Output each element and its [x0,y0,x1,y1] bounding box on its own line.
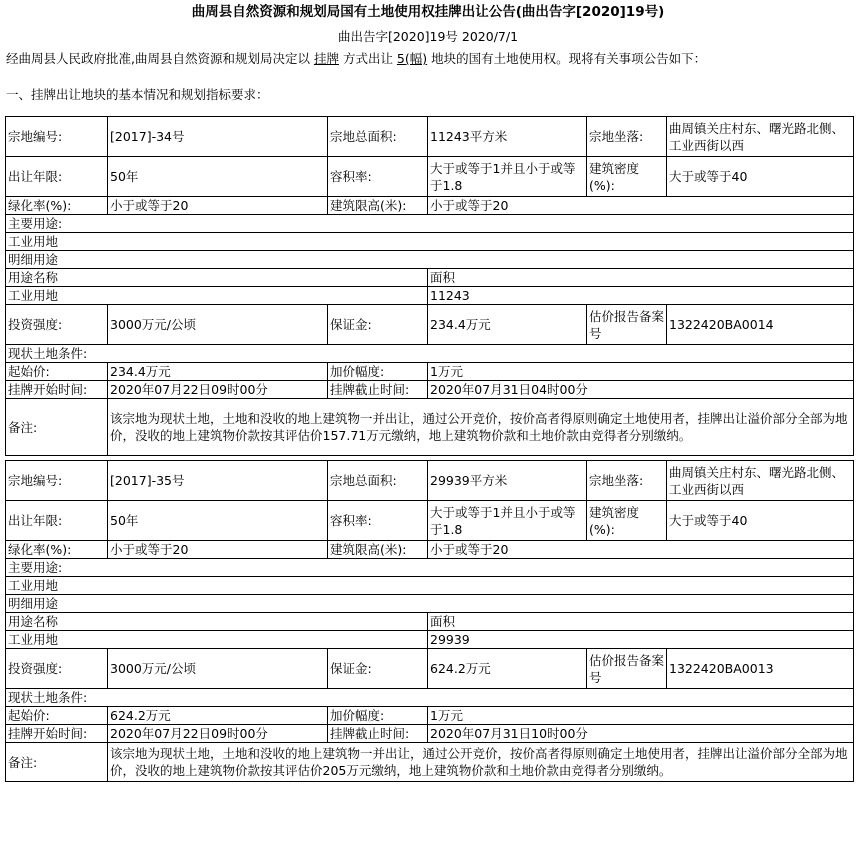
value-main-use: 工业用地 [6,577,854,595]
notice-subtitle: 曲出告字[2020]19号 2020/7/1 [337,29,519,44]
label-condition: 现状土地条件: [6,689,854,707]
value-end-time: 2020年07月31日04时00分 [428,381,854,399]
value-increment: 1万元 [428,363,854,381]
label-deposit: 保证金: [328,649,428,689]
intro-middle: 方式出让 [338,51,397,66]
label-green: 绿化率(%): [6,541,108,559]
table-row [6,689,854,707]
value-start-price: 234.4万元 [108,363,328,381]
label-deposit: 保证金: [328,305,428,345]
intro-before: 经曲周县人民政府批准,曲周县自然资源和规划局决定以 [6,51,314,66]
label-green: 绿化率(%): [6,197,108,215]
value-green: 小于或等于20 [108,197,328,215]
table-row [6,725,854,743]
value-parcel-no: [2017]-35号 [108,461,328,501]
label-location: 宗地坐落: [587,461,667,501]
label-appraisal: 估价报告备案号 [587,649,667,689]
label-density: 建筑密度(%): [587,157,667,197]
value-location: 曲周镇关庄村东、曙光路北侧、工业西街以西 [667,461,854,501]
table-row [6,595,854,613]
value-investment: 3000万元/公顷 [108,305,328,345]
intro-count: 5(幅) [396,51,428,66]
label-use-name: 用途名称 [6,269,428,287]
label-start-price: 起始价: [6,707,108,725]
value-start-price: 624.2万元 [108,707,328,725]
value-use-name: 工业用地 [6,631,428,649]
table-row [6,345,854,363]
label-increment: 加价幅度: [328,363,428,381]
table-row [6,233,854,251]
value-green: 小于或等于20 [108,541,328,559]
table-row [6,381,854,399]
label-remarks: 备注: [6,399,108,456]
table-row [6,461,854,501]
label-total-area: 宗地总面积: [328,461,428,501]
table-row [6,649,854,689]
label-detail-use: 明细用途 [6,595,854,613]
section-title: 一、挂牌出让地块的基本情况和规划指标要求： [6,87,269,102]
value-remarks: 该宗地为现状土地，土地和没收的地上建筑物一并出让，通过公开竞价，按价高者得原则确定土地使用者，挂牌出让溢价部分全部为地价，没收的地上建筑物价款按其评估价157.71万元缴纳，地上建筑物价款和土地价款由竞得者分别缴纳。 [108,399,854,456]
value-investment: 3000万元/公顷 [108,649,328,689]
value-total-area: 29939平方米 [428,461,587,501]
label-main-use: 主要用途: [6,215,854,233]
value-height: 小于或等于20 [428,197,854,215]
value-height: 小于或等于20 [428,541,854,559]
value-appraisal: 1322420BA0014 [667,305,854,345]
value-use-area: 29939 [428,631,854,649]
table-row [6,541,854,559]
value-remarks: 该宗地为现状土地，土地和没收的地上建筑物一并出让，通过公开竞价，按价高者得原则确定土地使用者，挂牌出让溢价部分全部为地价，没收的地上建筑物价款按其评估价205万元缴纳，地上建筑物价款和土地价款由竞得者分别缴纳。 [108,743,854,782]
label-increment: 加价幅度: [328,707,428,725]
value-deposit: 234.4万元 [428,305,587,345]
label-investment: 投资强度: [6,305,108,345]
value-term: 50年 [108,157,328,197]
table-row [6,363,854,381]
parcel-table-2 [5,460,854,782]
value-parcel-no: [2017]-34号 [108,117,328,157]
label-detail-use: 明细用途 [6,251,854,269]
intro-after: 地块的国有土地使用权。现将有关事项公告如下： [427,51,707,66]
label-end-time: 挂牌截止时间: [328,725,428,743]
table-row [6,707,854,725]
table-row [6,559,854,577]
label-condition: 现状土地条件: [6,345,854,363]
label-area: 面积 [428,269,854,287]
table-row [6,287,854,305]
table-row [6,577,854,595]
value-use-area: 11243 [428,287,854,305]
table-row [6,251,854,269]
table-row [6,157,854,197]
table-row [6,269,854,287]
value-start-time: 2020年07月22日09时00分 [108,381,328,399]
value-density: 大于或等于40 [667,157,854,197]
value-far: 大于或等于1并且小于或等于1.8 [428,157,587,197]
value-start-time: 2020年07月22日09时00分 [108,725,328,743]
table-row [6,197,854,215]
table-row [6,399,854,456]
intro-paragraph [0,48,856,70]
label-location: 宗地坐落: [587,117,667,157]
label-total-area: 宗地总面积: [328,117,428,157]
label-remarks: 备注: [6,743,108,782]
intro-method: 挂牌 [313,51,339,66]
label-area: 面积 [428,613,854,631]
label-height: 建筑限高(米): [328,541,428,559]
label-parcel-no: 宗地编号: [6,117,108,157]
label-appraisal: 估价报告备案号 [587,305,667,345]
table-row [6,215,854,233]
table-row [6,117,854,157]
value-main-use: 工业用地 [6,233,854,251]
value-appraisal: 1322420BA0013 [667,649,854,689]
value-location: 曲周镇关庄村东、曙光路北侧、工业西街以西 [667,117,854,157]
label-term: 出让年限: [6,501,108,541]
table-row [6,613,854,631]
value-use-name: 工业用地 [6,287,428,305]
label-term: 出让年限: [6,157,108,197]
value-density: 大于或等于40 [667,501,854,541]
value-increment: 1万元 [428,707,854,725]
label-parcel-no: 宗地编号: [6,461,108,501]
label-end-time: 挂牌截止时间: [328,381,428,399]
label-far: 容积率: [328,157,428,197]
parcel-table-1 [5,116,854,456]
value-end-time: 2020年07月31日10时00分 [428,725,854,743]
table-row [6,305,854,345]
table-row [6,743,854,782]
label-main-use: 主要用途: [6,559,854,577]
label-start-price: 起始价: [6,363,108,381]
label-investment: 投资强度: [6,649,108,689]
notice-title: 曲周县自然资源和规划局国有土地使用权挂牌出让公告(曲出告字[2020]19号) [191,4,665,20]
value-far: 大于或等于1并且小于或等于1.8 [428,501,587,541]
table-row [6,631,854,649]
label-start-time: 挂牌开始时间: [6,725,108,743]
label-start-time: 挂牌开始时间: [6,381,108,399]
table-row [6,501,854,541]
value-term: 50年 [108,501,328,541]
label-height: 建筑限高(米): [328,197,428,215]
label-use-name: 用途名称 [6,613,428,631]
value-total-area: 11243平方米 [428,117,587,157]
label-far: 容积率: [328,501,428,541]
value-deposit: 624.2万元 [428,649,587,689]
label-density: 建筑密度(%): [587,501,667,541]
